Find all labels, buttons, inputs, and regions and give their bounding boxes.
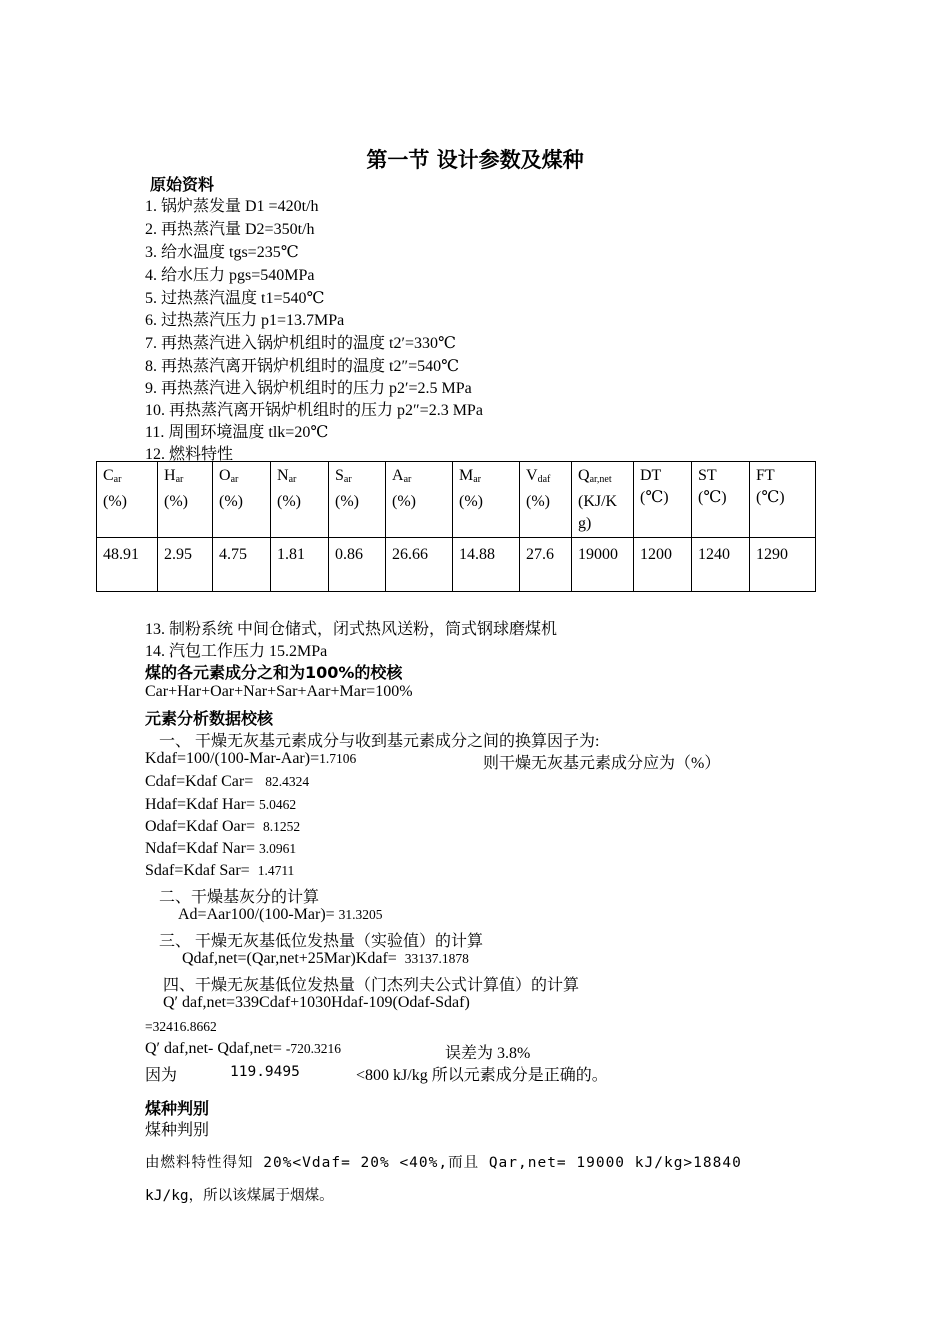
section-heading-coal-type: 煤种判别 [145, 1099, 210, 1118]
table-cell: 0.86 [329, 538, 386, 592]
parameter-item: 1. 锅炉蒸发量 D1 =420t/h [145, 198, 319, 215]
mendeleev-formula: Q′ daf,net=339Cdaf+1030Hdaf-109(Odaf-Sdaf) [163, 994, 470, 1011]
table-cell: 26.66 [386, 538, 453, 592]
table-cell: 2.95 [158, 538, 213, 592]
daf-row: Cdaf=Kdaf Car= 82.4324 [145, 773, 310, 790]
coal-type-paragraph-line-2: kJ/kg，所以该煤属于烟煤。 [145, 1188, 334, 1204]
parameter-item: 10. 再热蒸汽离开锅炉机组时的压力 p2″=2.3 MPa [145, 402, 483, 419]
table-cell: 27.6 [520, 538, 572, 592]
table-header-cell: $A_{ar}$ (%) [386, 462, 453, 538]
section-heading-sum-check: 煤的各元素成分之和为100%的校核 [145, 663, 403, 682]
kdaf-formula-text: Kdaf=100/(100-Mar-Aar)= [145, 750, 320, 767]
difference-formula: Q′ daf,net- Qdaf,net= -720.3216 [145, 1040, 342, 1057]
parameter-item: 5. 过热蒸汽温度 t1=540℃ [145, 290, 325, 307]
ad-formula: Ad=Aar100/(100-Mar)= 31.3205 [178, 906, 383, 923]
step-heading: 四、干燥无灰基低位发热量（门杰列夫公式计算值）的计算 [163, 977, 580, 994]
parameter-item: 4. 给水压力 pgs=540MPa [145, 267, 315, 284]
parameter-item: 3. 给水温度 tgs=235℃ [145, 244, 299, 261]
kdaf-formula [145, 750, 356, 768]
table-header-cell: $O_{ar}$ (%) [213, 462, 271, 538]
difference-absolute: 119.9495 [230, 1064, 300, 1080]
conclusion-text: <800 kJ/kg 所以元素成分是正确的。 [356, 1067, 608, 1084]
step-heading: 三、 干燥无灰基低位发热量（实验值）的计算 [159, 933, 484, 950]
sum-check-equation: Car+Har+Oar+Nar+Sar+Aar+Mar=100% [145, 683, 413, 700]
conclusion-line: 因为 [145, 1067, 178, 1084]
table-header-cell: DT (℃) [634, 462, 692, 538]
table-header-cell: $Q_{ar,net}$ (KJ/Kg) [572, 462, 634, 538]
table-cell: 1200 [634, 538, 692, 592]
table-cell: 19000 [572, 538, 634, 592]
table-cell: 14.88 [453, 538, 520, 592]
parameter-item: 13. 制粉系统 中间仓储式，闭式热风送粉，筒式钢球磨煤机 [145, 621, 558, 638]
daf-row: Sdaf=Kdaf Sar= 1.4711 [145, 862, 295, 879]
daf-row: Ndaf=Kdaf Nar= 3.0961 [145, 840, 297, 857]
parameter-item: 8. 再热蒸汽离开锅炉机组时的温度 t2″=540℃ [145, 358, 460, 375]
kdaf-note: 则干燥无灰基元素成分应为（%） [483, 755, 721, 772]
kdaf-value: 1.7106 [319, 751, 357, 766]
table-header-cell: $M_{ar}$ (%) [453, 462, 520, 538]
section-heading-element-analysis: 元素分析数据校核 [145, 709, 274, 728]
qdaf-formula: Qdaf,net=(Qar,net+25Mar)Kdaf= 33137.1878 [182, 950, 469, 967]
daf-row: Hdaf=Kdaf Har= 5.0462 [145, 796, 297, 813]
daf-row: Odaf=Kdaf Oar= 8.1252 [145, 818, 301, 835]
table-row [97, 538, 816, 592]
coal-type-subheading: 煤种判别 [145, 1122, 210, 1139]
coal-type-paragraph-line-1: 由燃料特性得知 20%<Vdaf= 20% <40%,而且 Qar,net= 19000 kJ/kg>18840 [145, 1155, 742, 1171]
table-header-cell: FT (℃) [750, 462, 816, 538]
table-header-cell: $C_{ar}$ (%) [97, 462, 158, 538]
fuel-properties-table [96, 461, 816, 592]
step-heading: 一、 干燥无灰基元素成分与收到基元素成分之间的换算因子为: [159, 733, 600, 750]
table-header-cell: ST (℃) [692, 462, 750, 538]
parameter-item: 14. 汽包工作压力 15.2MPa [145, 643, 328, 660]
table-cell: 1240 [692, 538, 750, 592]
table-header-cell: $H_{ar}$ (%) [158, 462, 213, 538]
table-cell: 48.91 [97, 538, 158, 592]
mendeleev-result: =32416.8662 [145, 1019, 217, 1034]
parameter-item: 2. 再热蒸汽量 D2=350t/h [145, 221, 315, 238]
table-cell: 4.75 [213, 538, 271, 592]
table-cell: 1290 [750, 538, 816, 592]
table-header-row [97, 462, 816, 538]
error-percentage: 误差为 3.8% [445, 1045, 531, 1062]
parameter-item: 7. 再热蒸汽进入锅炉机组时的温度 t2′=330℃ [145, 335, 456, 352]
table-header-cell: $N_{ar}$ (%) [271, 462, 329, 538]
parameter-item: 6. 过热蒸汽压力 p1=13.7MPa [145, 312, 345, 329]
section-heading-raw-data: 原始资料 [150, 175, 215, 194]
parameter-item: 9. 再热蒸汽进入锅炉机组时的压力 p2′=2.5 MPa [145, 380, 472, 397]
page-title: 第一节 设计参数及煤种 [366, 148, 584, 172]
table-header-cell: $S_{ar}$ (%) [329, 462, 386, 538]
table-cell: 1.81 [271, 538, 329, 592]
step-heading: 二、干燥基灰分的计算 [159, 889, 320, 906]
parameter-item: 11. 周围环境温度 tlk=20℃ [145, 424, 329, 441]
table-header-cell: $V_{daf}$ (%) [520, 462, 572, 538]
parameter-item: 12. 燃料特性 [145, 446, 234, 463]
